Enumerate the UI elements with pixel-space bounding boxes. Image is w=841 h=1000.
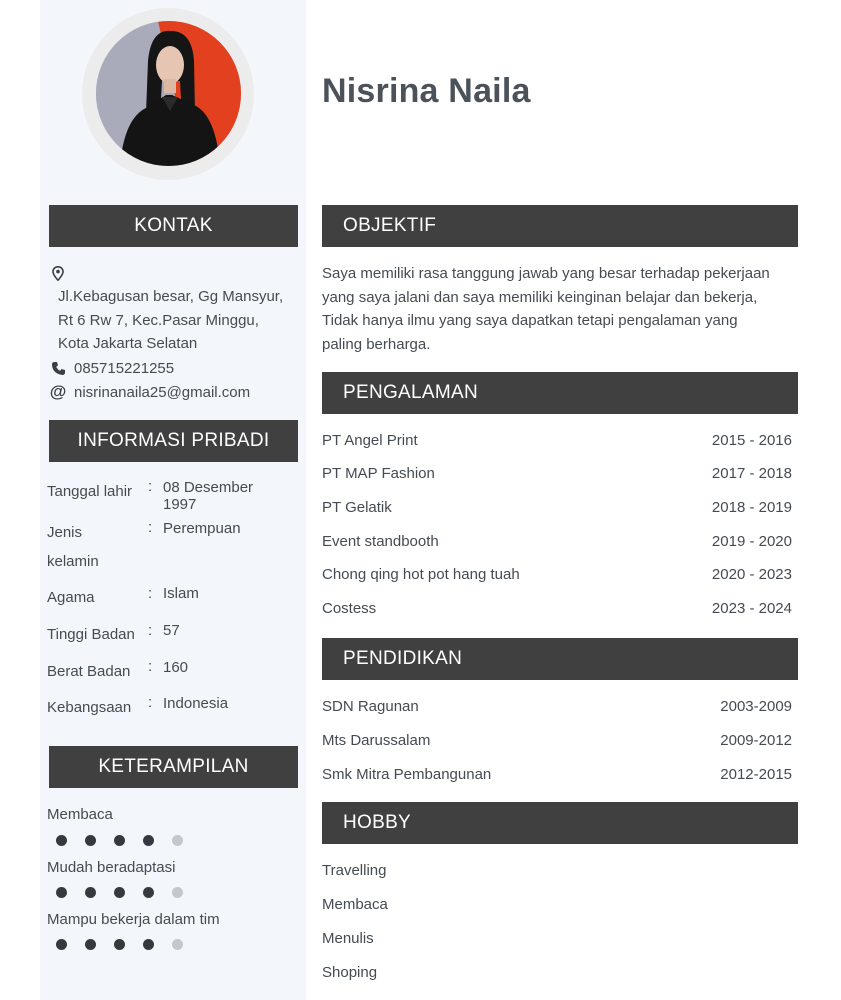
profile-photo: [96, 21, 241, 166]
rating-dot-filled: [143, 887, 154, 898]
rating-dot-filled: [56, 835, 67, 846]
education-row: [322, 732, 792, 749]
education-school: Smk Mitra Pembangunan: [322, 766, 492, 783]
hobby-item: Membaca: [322, 896, 388, 913]
avatar: [96, 21, 241, 166]
location-pin-icon: [50, 265, 66, 281]
section-header-pengalaman: PENGALAMAN: [322, 372, 798, 414]
section-header-pendidikan: PENDIDIKAN: [322, 638, 798, 680]
experience-company: PT MAP Fashion: [322, 465, 435, 482]
email-address[interactable]: nisrinanaila25@gmail.com: [74, 384, 251, 401]
address-line: Rt 6 Rw 7, Kec.Pasar Minggu,: [58, 312, 259, 329]
rating-dot-filled: [114, 887, 125, 898]
skill-rating: [56, 887, 183, 898]
info-separator: :: [148, 585, 153, 602]
education-row: [322, 766, 792, 783]
objective-text: [322, 262, 798, 356]
info-separator: :: [148, 658, 153, 675]
hobby-item: Travelling: [322, 862, 387, 879]
education-school: Mts Darussalam: [322, 732, 431, 749]
page-title: Nisrina Naila: [322, 72, 531, 110]
experience-period: 2019 - 2020: [711, 533, 792, 550]
education-school: SDN Ragunan: [322, 698, 419, 715]
education-row: [322, 698, 792, 715]
experience-row: [322, 432, 792, 449]
rating-dot-empty: [172, 887, 183, 898]
section-header-kontak: KONTAK: [49, 205, 298, 247]
objective-line: Saya memiliki rasa tanggung jawab yang besar terhadap pekerjaan: [322, 265, 770, 282]
experience-company: Costess: [322, 600, 377, 617]
rating-dot-filled: [85, 835, 96, 846]
info-value-berat-badan: 160: [163, 659, 189, 676]
phone-icon: [50, 360, 66, 376]
objective-line: Tidak hanya ilmu yang saya dapatkan tetapi pengalaman yang: [322, 312, 738, 329]
info-value-tanggal-lahir: 08 Desember: [163, 479, 254, 496]
section-header-objektif: OBJEKTIF: [322, 205, 798, 247]
experience-row: [322, 533, 792, 550]
info-separator: :: [148, 519, 153, 536]
info-label-jenis-kelamin: Jenis: [47, 524, 83, 541]
experience-company: PT Angel Print: [322, 432, 418, 449]
hobby-item: Menulis: [322, 930, 374, 947]
info-value-agama: Islam: [163, 585, 199, 602]
info-separator: :: [148, 694, 153, 711]
rating-dot-filled: [143, 939, 154, 950]
education-period: 2012-2015: [720, 766, 792, 783]
skill-rating: [56, 939, 183, 950]
experience-period: 2018 - 2019: [711, 499, 792, 516]
skill-name: Membaca: [47, 806, 113, 823]
info-label-tanggal-lahir: Tanggal lahir: [47, 483, 133, 500]
rating-dot-filled: [85, 887, 96, 898]
experience-period: 2017 - 2018: [711, 465, 792, 482]
experience-row: [322, 499, 792, 516]
section-header-hobby: HOBBY: [322, 802, 798, 844]
info-value-jenis-kelamin: Perempuan: [163, 520, 241, 537]
rating-dot-filled: [114, 939, 125, 950]
rating-dot-filled: [85, 939, 96, 950]
info-label-kebangsaan: Kebangsaan: [47, 699, 132, 716]
rating-dot-filled: [114, 835, 125, 846]
rating-dot-filled: [56, 939, 67, 950]
info-value-tanggal-lahir: 1997: [163, 496, 197, 513]
objective-line: paling berharga.: [322, 335, 431, 353]
experience-period: 2023 - 2024: [711, 600, 792, 617]
experience-row: [322, 566, 792, 583]
education-period: 2003-2009: [720, 698, 792, 715]
address-line: Jl.Kebagusan besar, Gg Mansyur,: [58, 288, 284, 305]
info-label-tinggi-badan: Tinggi Badan: [47, 626, 135, 643]
info-separator: :: [148, 478, 153, 495]
rating-dot-empty: [172, 939, 183, 950]
experience-period: 2020 - 2023: [711, 566, 792, 583]
hobby-item: Shoping: [322, 964, 378, 981]
skill-rating: [56, 835, 183, 846]
info-label-agama: Agama: [47, 589, 95, 606]
experience-company: Event standbooth: [322, 533, 439, 550]
info-separator: :: [148, 622, 153, 639]
skill-name: Mampu bekerja dalam tim: [47, 911, 220, 928]
at-sign-icon: @: [49, 382, 67, 401]
rating-dot-empty: [172, 835, 183, 846]
rating-dot-filled: [143, 835, 154, 846]
objective-line: yang saya jalani dan saya memiliki keinginan belajar dan bekerja,: [322, 288, 758, 306]
info-value-kebangsaan: Indonesia: [163, 695, 229, 712]
experience-row: [322, 600, 792, 617]
experience-company: Chong qing hot pot hang tuah: [322, 566, 520, 583]
info-label-berat-badan: Berat Badan: [47, 663, 131, 680]
info-value-tinggi-badan: 57: [163, 622, 180, 639]
info-label-jenis-kelamin: kelamin: [47, 553, 99, 570]
section-header-informasi-pribadi: INFORMASI PRIBADI: [49, 420, 298, 462]
experience-company: PT Gelatik: [322, 499, 392, 516]
rating-dot-filled: [56, 887, 67, 898]
phone-number[interactable]: 085715221255: [74, 360, 175, 377]
address-line: Kota Jakarta Selatan: [58, 335, 198, 352]
experience-row: [322, 465, 792, 482]
experience-period: 2015 - 2016: [711, 432, 792, 449]
education-period: 2009-2012: [720, 732, 792, 749]
section-header-keterampilan: KETERAMPILAN: [49, 746, 298, 788]
skill-name: Mudah beradaptasi: [47, 859, 176, 876]
